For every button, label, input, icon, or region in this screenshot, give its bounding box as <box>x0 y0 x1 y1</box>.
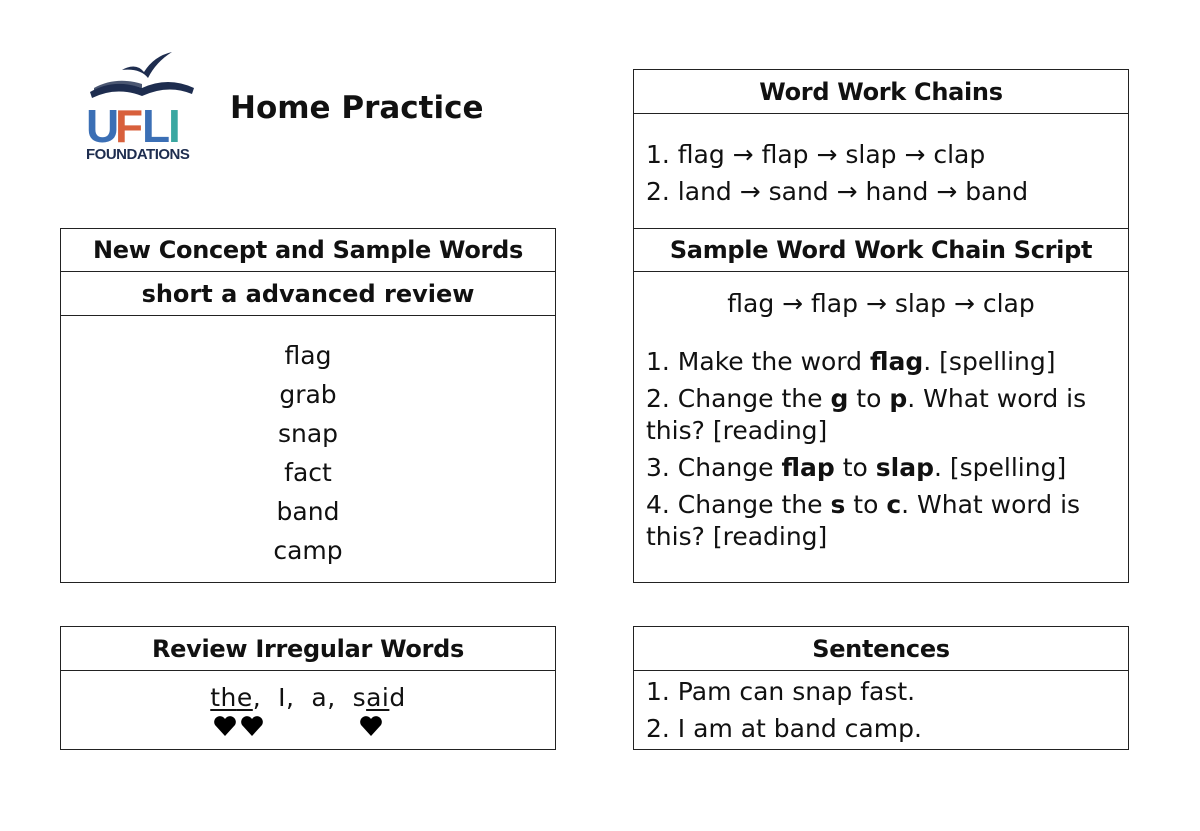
sentences-heading: Sentences <box>634 627 1128 671</box>
script-heading: Sample Word Work Chain Script <box>634 229 1128 272</box>
svg-text:L: L <box>142 100 171 152</box>
irregular-word-a: a <box>311 683 328 712</box>
sentences-box <box>633 626 1129 750</box>
sample-word: camp <box>273 536 343 565</box>
sample-words-list <box>61 316 555 570</box>
separator: , <box>252 683 262 712</box>
svg-text:U: U <box>86 100 120 152</box>
script-step-4: 4. Change the s to c. What word is this? [reading] <box>646 490 1081 551</box>
irregular-words-box <box>60 626 556 750</box>
ufli-logo <box>84 48 202 166</box>
separator: , <box>286 683 295 712</box>
sample-word: band <box>276 497 340 526</box>
heart-icon <box>213 715 237 737</box>
sentence-line: 2. I am at band camp. <box>646 714 922 743</box>
irregular-word-the <box>210 683 253 712</box>
irregular-words-row <box>61 671 555 712</box>
chain-line: 2. land → sand → hand → band <box>646 177 1029 206</box>
logo-subtext: FOUNDATIONS <box>86 146 190 163</box>
chain-line: 1. flag → flap → slap → clap <box>646 140 986 169</box>
irregular-heading: Review Irregular Words <box>61 627 555 671</box>
chain-script-box <box>633 228 1129 583</box>
sentence-line: 1. Pam can snap fast. <box>646 677 916 706</box>
irregular-word-i: I <box>278 683 287 712</box>
heart-part: the <box>210 683 253 712</box>
heart-part: ai <box>366 683 390 712</box>
svg-text:F: F <box>115 100 144 152</box>
separator: , <box>327 683 336 712</box>
irregular-word-said: said <box>352 683 406 712</box>
script-step-2: 2. Change the g to p. What word is this? [reading] <box>646 384 1087 445</box>
chains-heading: Word Work Chains <box>634 70 1128 114</box>
script-steps <box>634 318 1128 553</box>
heart-icon <box>359 715 383 737</box>
sample-word: flag <box>284 341 332 370</box>
sample-word: grab <box>279 380 337 409</box>
svg-text:I: I <box>168 100 181 152</box>
script-chain: flag → flap → slap → clap <box>727 289 1035 318</box>
sample-word: fact <box>284 458 332 487</box>
script-step-3: 3. Change flap to slap. [spelling] <box>646 453 1067 482</box>
concept-subheading: short a advanced review <box>61 272 555 316</box>
page-title: Home Practice <box>230 90 484 126</box>
concept-heading: New Concept and Sample Words <box>61 229 555 272</box>
sample-word: snap <box>277 419 339 448</box>
new-concept-box <box>60 228 556 583</box>
heart-icon <box>240 715 264 737</box>
word-work-chains-box <box>633 69 1129 229</box>
script-step-1: 1. Make the word flag. [spelling] <box>646 347 1056 376</box>
